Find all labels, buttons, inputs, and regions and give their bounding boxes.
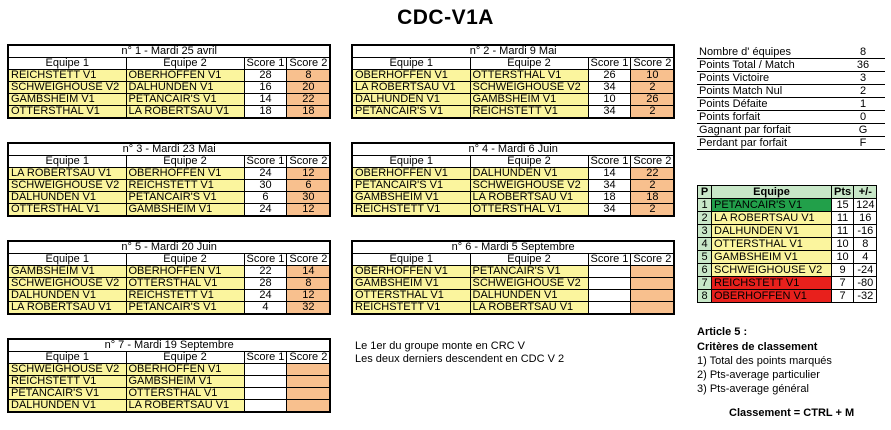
criteria-item-3: 3) Pts-average général [697, 383, 809, 395]
header-score2: Score 2 [631, 156, 674, 168]
home-team-cell[interactable]: PETANCAIR'S V1 [8, 388, 126, 400]
home-team-cell[interactable]: OTTERSTHAL V1 [8, 106, 126, 119]
score2-cell[interactable]: 10 [631, 70, 674, 82]
ranking-points: 11 [832, 212, 854, 225]
header-score1: Score 1 [244, 352, 287, 364]
score1-cell[interactable] [244, 388, 287, 400]
score1-cell[interactable] [244, 376, 287, 388]
header-team1: Equipe 1 [8, 254, 126, 266]
round-title: n° 2 - Mardi 9 Mai [352, 45, 674, 58]
ranking-team: DALHUNDEN V1 [712, 225, 832, 238]
ranking-position: 8 [698, 290, 712, 303]
score1-cell[interactable]: 10 [588, 94, 631, 106]
home-team-cell[interactable]: LA ROBERTSAU V1 [8, 302, 126, 315]
ranking-row [698, 225, 877, 238]
ranking-row [698, 277, 877, 290]
round-column-headers [8, 352, 330, 364]
score1-cell[interactable] [244, 400, 287, 413]
round-title: n° 5 - Mardi 20 Juin [8, 241, 330, 254]
header-team2: Equipe 2 [470, 58, 588, 70]
ranking-diff: 124 [854, 199, 877, 212]
away-team-cell[interactable]: OBERHOFFEN V1 [126, 168, 244, 180]
away-team-cell[interactable]: SCHWEIGHOUSE V2 [470, 82, 588, 94]
header-team2: Equipe 2 [126, 352, 244, 364]
away-team-cell[interactable]: DALHUNDEN V1 [470, 168, 588, 180]
away-team-cell[interactable]: GAMBSHEIM V1 [126, 204, 244, 217]
away-team-cell[interactable]: REICHSTETT V1 [126, 290, 244, 302]
away-team-cell[interactable]: PETANCAIR'S V1 [126, 94, 244, 106]
ranking-table [697, 185, 877, 303]
match-row [8, 388, 330, 400]
ranking-diff: -24 [854, 264, 877, 277]
round-column-headers [8, 156, 330, 168]
ranking-team: SCHWEIGHOUSE V2 [712, 264, 832, 277]
match-row [8, 204, 330, 217]
note-promotion: Le 1er du groupe monte en CRC V [355, 340, 525, 352]
away-team-cell[interactable]: GAMBSHEIM V1 [126, 376, 244, 388]
match-row [8, 82, 330, 94]
score2-cell[interactable]: 12 [287, 290, 330, 302]
match-row [8, 266, 330, 278]
ranking-diff: -32 [854, 290, 877, 303]
score2-cell[interactable]: 12 [287, 168, 330, 180]
ranking-position: 7 [698, 277, 712, 290]
article-subheading: Critères de classement [697, 341, 818, 353]
parameter-label: Gagnant par forfait [697, 124, 841, 137]
ranking-team: LA ROBERTSAU V1 [712, 212, 832, 225]
parameter-row [697, 111, 885, 124]
score2-cell[interactable]: 2 [631, 204, 674, 217]
parameter-value[interactable]: 3 [841, 72, 885, 85]
score1-cell[interactable] [588, 290, 631, 302]
ranking-points: 9 [832, 264, 854, 277]
match-row [8, 106, 330, 119]
score2-cell[interactable] [631, 278, 674, 290]
parameter-value[interactable]: 2 [841, 85, 885, 98]
home-team-cell[interactable]: OTTERSTHAL V1 [352, 290, 470, 302]
home-team-cell[interactable]: GAMBSHEIM V1 [352, 278, 470, 290]
round-column-headers [352, 156, 674, 168]
score1-cell[interactable]: 26 [588, 70, 631, 82]
header-score2: Score 2 [287, 58, 330, 70]
match-row [8, 192, 330, 204]
ranking-header-points: Pts [832, 186, 854, 199]
ranking-team: PETANCAIR'S V1 [712, 199, 832, 212]
round-title: n° 7 - Mardi 19 Septembre [8, 339, 330, 352]
header-score1: Score 1 [244, 156, 287, 168]
header-score1: Score 1 [588, 58, 631, 70]
score2-cell[interactable]: 8 [287, 278, 330, 290]
parameter-row [697, 124, 885, 137]
match-row [8, 290, 330, 302]
shortcut-hint: Classement = CTRL + M [729, 407, 855, 419]
match-row [8, 302, 330, 315]
score1-cell[interactable]: 24 [244, 290, 287, 302]
criteria-item-1: 1) Total des points marqués [697, 355, 832, 367]
ranking-team: GAMBSHEIM V1 [712, 251, 832, 264]
match-row [352, 168, 674, 180]
score2-cell[interactable]: 12 [287, 204, 330, 217]
match-row [352, 278, 674, 290]
ranking-header-diff: +/- [854, 186, 877, 199]
home-team-cell[interactable]: LA ROBERTSAU V1 [352, 82, 470, 94]
score2-cell[interactable]: 6 [287, 180, 330, 192]
header-team2: Equipe 2 [126, 156, 244, 168]
score2-cell[interactable] [287, 400, 330, 413]
match-row [352, 180, 674, 192]
round-table [351, 142, 675, 217]
ranking-position: 3 [698, 225, 712, 238]
parameter-value[interactable]: G [841, 124, 885, 137]
away-team-cell[interactable]: PETANCAIR'S V1 [470, 266, 588, 278]
match-row [352, 266, 674, 278]
ranking-team: REICHSTETT V1 [712, 277, 832, 290]
score2-cell[interactable]: 26 [631, 94, 674, 106]
header-team2: Equipe 2 [470, 254, 588, 266]
header-team1: Equipe 1 [352, 254, 470, 266]
score1-cell[interactable]: 34 [588, 106, 631, 119]
ranking-position: 2 [698, 212, 712, 225]
ranking-row [698, 264, 877, 277]
home-team-cell[interactable]: SCHWEIGHOUSE V2 [8, 180, 126, 192]
header-score1: Score 1 [244, 254, 287, 266]
home-team-cell[interactable]: REICHSTETT V1 [352, 204, 470, 217]
score1-cell[interactable] [588, 302, 631, 315]
score2-cell[interactable]: 18 [287, 106, 330, 119]
match-row [352, 106, 674, 119]
score2-cell[interactable] [631, 266, 674, 278]
header-team1: Equipe 1 [8, 156, 126, 168]
match-row [8, 168, 330, 180]
match-row [352, 70, 674, 82]
score2-cell[interactable]: 30 [287, 192, 330, 204]
parameter-value[interactable]: 1 [841, 98, 885, 111]
header-score2: Score 2 [631, 58, 674, 70]
ranking-points: 10 [832, 251, 854, 264]
ranking-diff: -16 [854, 225, 877, 238]
score1-cell[interactable] [588, 266, 631, 278]
score2-cell[interactable]: 22 [631, 168, 674, 180]
away-team-cell[interactable]: GAMBSHEIM V1 [470, 94, 588, 106]
away-team-cell[interactable]: LA ROBERTSAU V1 [470, 192, 588, 204]
match-row [8, 278, 330, 290]
score2-cell[interactable] [287, 388, 330, 400]
header-team2: Equipe 2 [126, 254, 244, 266]
score2-cell[interactable]: 14 [287, 266, 330, 278]
ranking-header-position: P [698, 186, 712, 199]
away-team-cell[interactable]: REICHSTETT V1 [470, 106, 588, 119]
note-relegation: Les deux derniers descendent en CDC V 2 [355, 353, 565, 365]
away-team-cell[interactable]: OBERHOFFEN V1 [126, 266, 244, 278]
match-row [8, 94, 330, 106]
score1-cell[interactable]: 22 [244, 266, 287, 278]
header-team1: Equipe 1 [352, 58, 470, 70]
parameter-value[interactable]: F [841, 137, 885, 150]
match-row [8, 364, 330, 376]
home-team-cell[interactable]: OBERHOFFEN V1 [352, 168, 470, 180]
score1-cell[interactable]: 18 [588, 192, 631, 204]
match-row [352, 94, 674, 106]
round-title: n° 1 - Mardi 25 avril [8, 45, 330, 58]
home-team-cell[interactable]: PETANCAIR'S V1 [352, 106, 470, 119]
score1-cell[interactable]: 4 [244, 302, 287, 315]
away-team-cell[interactable]: REICHSTETT V1 [126, 180, 244, 192]
round-title: n° 4 - Mardi 6 Juin [352, 143, 674, 156]
away-team-cell[interactable]: DALHUNDEN V1 [470, 290, 588, 302]
home-team-cell[interactable]: OTTERSTHAL V1 [8, 204, 126, 217]
header-score2: Score 2 [631, 254, 674, 266]
round-column-headers [8, 58, 330, 70]
score1-cell[interactable]: 34 [588, 82, 631, 94]
home-team-cell[interactable]: GAMBSHEIM V1 [8, 266, 126, 278]
ranking-points: 15 [832, 199, 854, 212]
score2-cell[interactable] [287, 376, 330, 388]
ranking-row [698, 238, 877, 251]
score2-cell[interactable] [287, 364, 330, 376]
score2-cell[interactable]: 2 [631, 106, 674, 119]
away-team-cell[interactable]: OTTERSTHAL V1 [126, 278, 244, 290]
ranking-points: 11 [832, 225, 854, 238]
home-team-cell[interactable]: DALHUNDEN V1 [8, 400, 126, 413]
ranking-team: OTTERSTHAL V1 [712, 238, 832, 251]
match-row [352, 290, 674, 302]
ranking-points: 10 [832, 238, 854, 251]
ranking-points: 7 [832, 277, 854, 290]
score1-cell[interactable]: 34 [588, 180, 631, 192]
score1-cell[interactable]: 28 [244, 70, 287, 82]
header-score2: Score 2 [287, 156, 330, 168]
home-team-cell[interactable]: SCHWEIGHOUSE V2 [8, 364, 126, 376]
header-team1: Equipe 1 [8, 352, 126, 364]
score1-cell[interactable]: 30 [244, 180, 287, 192]
parameter-value[interactable]: 36 [841, 59, 885, 72]
ranking-diff: 16 [854, 212, 877, 225]
match-row [352, 192, 674, 204]
home-team-cell[interactable]: GAMBSHEIM V1 [8, 94, 126, 106]
score2-cell[interactable] [631, 302, 674, 315]
header-score2: Score 2 [287, 254, 330, 266]
round-table [7, 142, 331, 217]
round-table [7, 240, 331, 315]
score1-cell[interactable]: 18 [244, 106, 287, 119]
away-team-cell[interactable]: OTTERSTHAL V1 [470, 204, 588, 217]
round-table [351, 44, 675, 119]
parameter-label: Points Match Nul [697, 85, 841, 98]
round-title: n° 6 - Mardi 5 Septembre [352, 241, 674, 254]
ranking-header-row [698, 186, 877, 199]
round-table [7, 338, 331, 413]
score2-cell[interactable]: 18 [631, 192, 674, 204]
home-team-cell[interactable]: REICHSTETT V1 [8, 70, 126, 82]
home-team-cell[interactable]: PETANCAIR'S V1 [352, 180, 470, 192]
parameter-row [697, 72, 885, 85]
home-team-cell[interactable]: LA ROBERTSAU V1 [8, 168, 126, 180]
ranking-team: OBERHOFFEN V1 [712, 290, 832, 303]
header-team1: Equipe 1 [8, 58, 126, 70]
away-team-cell[interactable]: OBERHOFFEN V1 [126, 70, 244, 82]
ranking-position: 6 [698, 264, 712, 277]
match-row [352, 302, 674, 315]
parameter-label: Nombre d' équipes [697, 46, 841, 59]
parameter-value[interactable]: 0 [841, 111, 885, 124]
round-table [351, 240, 675, 315]
parameter-label: Points Victoire [697, 72, 841, 85]
ranking-position: 5 [698, 251, 712, 264]
parameter-row [697, 137, 885, 150]
match-row [8, 400, 330, 413]
away-team-cell[interactable]: LA ROBERTSAU V1 [126, 106, 244, 119]
score1-cell[interactable]: 6 [244, 192, 287, 204]
match-row [352, 204, 674, 217]
score2-cell[interactable]: 8 [287, 70, 330, 82]
parameter-row [697, 59, 885, 72]
ranking-position: 1 [698, 199, 712, 212]
score2-cell[interactable] [631, 290, 674, 302]
header-score1: Score 1 [244, 58, 287, 70]
round-table [7, 44, 331, 119]
home-team-cell[interactable]: DALHUNDEN V1 [352, 94, 470, 106]
parameter-label: Points Défaite [697, 98, 841, 111]
header-score1: Score 1 [588, 156, 631, 168]
parameter-row [697, 85, 885, 98]
away-team-cell[interactable]: SCHWEIGHOUSE V2 [470, 278, 588, 290]
ranking-row [698, 290, 877, 303]
away-team-cell[interactable]: SCHWEIGHOUSE V2 [470, 180, 588, 192]
header-team2: Equipe 2 [470, 156, 588, 168]
home-team-cell[interactable]: OBERHOFFEN V1 [352, 266, 470, 278]
header-score2: Score 2 [287, 352, 330, 364]
score1-cell[interactable]: 14 [244, 94, 287, 106]
ranking-diff: -80 [854, 277, 877, 290]
away-team-cell[interactable]: DALHUNDEN V1 [126, 82, 244, 94]
score2-cell[interactable]: 20 [287, 82, 330, 94]
header-team1: Equipe 1 [352, 156, 470, 168]
home-team-cell[interactable]: SCHWEIGHOUSE V2 [8, 82, 126, 94]
ranking-header-team: Equipe [712, 186, 832, 199]
ranking-row [698, 251, 877, 264]
away-team-cell[interactable]: LA ROBERTSAU V1 [470, 302, 588, 315]
ranking-diff: 8 [854, 238, 877, 251]
away-team-cell[interactable]: PETANCAIR'S V1 [126, 192, 244, 204]
ranking-points: 7 [832, 290, 854, 303]
parameter-row [697, 46, 885, 59]
home-team-cell[interactable]: DALHUNDEN V1 [8, 192, 126, 204]
score1-cell[interactable] [244, 364, 287, 376]
score1-cell[interactable]: 16 [244, 82, 287, 94]
ranking-diff: 4 [854, 251, 877, 264]
header-team2: Equipe 2 [126, 58, 244, 70]
round-title: n° 3 - Mardi 23 Mai [8, 143, 330, 156]
match-row [8, 180, 330, 192]
away-team-cell[interactable]: LA ROBERTSAU V1 [126, 400, 244, 413]
round-column-headers [352, 254, 674, 266]
score1-cell[interactable]: 28 [244, 278, 287, 290]
parameter-label: Perdant par forfait [697, 137, 841, 150]
home-team-cell[interactable]: SCHWEIGHOUSE V2 [8, 278, 126, 290]
home-team-cell[interactable]: OBERHOFFEN V1 [352, 70, 470, 82]
score2-cell[interactable]: 22 [287, 94, 330, 106]
away-team-cell[interactable]: PETANCAIR'S V1 [126, 302, 244, 315]
away-team-cell[interactable]: OTTERSTHAL V1 [126, 388, 244, 400]
parameter-value[interactable]: 8 [841, 46, 885, 59]
ranking-row [698, 199, 877, 212]
match-row [8, 70, 330, 82]
score2-cell[interactable]: 32 [287, 302, 330, 315]
parameter-row [697, 98, 885, 111]
home-team-cell[interactable]: REICHSTETT V1 [352, 302, 470, 315]
score1-cell[interactable]: 14 [588, 168, 631, 180]
score1-cell[interactable] [588, 278, 631, 290]
parameters-table [697, 46, 885, 150]
away-team-cell[interactable]: OBERHOFFEN V1 [126, 364, 244, 376]
score2-cell[interactable]: 2 [631, 180, 674, 192]
score1-cell[interactable]: 34 [588, 204, 631, 217]
round-column-headers [352, 58, 674, 70]
home-team-cell[interactable]: REICHSTETT V1 [8, 376, 126, 388]
home-team-cell[interactable]: GAMBSHEIM V1 [352, 192, 470, 204]
score2-cell[interactable]: 2 [631, 82, 674, 94]
round-column-headers [8, 254, 330, 266]
match-row [352, 82, 674, 94]
home-team-cell[interactable]: DALHUNDEN V1 [8, 290, 126, 302]
ranking-position: 4 [698, 238, 712, 251]
criteria-item-2: 2) Pts-average particulier [697, 369, 820, 381]
parameter-label: Points Total / Match [697, 59, 841, 72]
parameter-label: Points forfait [697, 111, 841, 124]
score1-cell[interactable]: 24 [244, 168, 287, 180]
match-row [8, 376, 330, 388]
article-heading: Article 5 : [697, 326, 748, 338]
score1-cell[interactable]: 24 [244, 204, 287, 217]
away-team-cell[interactable]: OTTERSTHAL V1 [470, 70, 588, 82]
ranking-row [698, 212, 877, 225]
page-title: CDC-V1A [397, 6, 494, 29]
header-score1: Score 1 [588, 254, 631, 266]
